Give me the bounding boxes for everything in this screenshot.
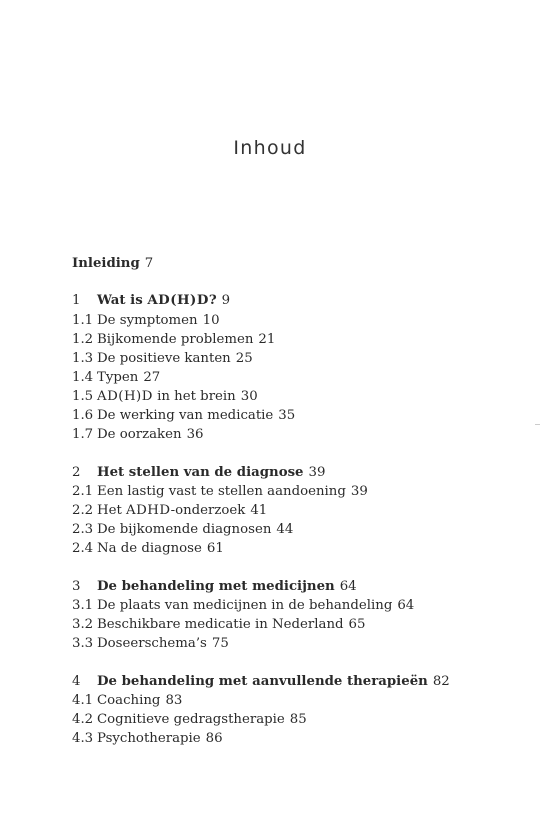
section-number: 4.2 [72, 712, 94, 727]
toc-section-1-6 [72, 408, 295, 424]
section-title: Coaching [97, 693, 161, 708]
chapter-number: 1 [72, 293, 81, 308]
toc-section-3-2 [72, 617, 365, 633]
toc-page-number: 39 [308, 465, 326, 480]
section-number: 3.2 [72, 617, 94, 632]
section-number: 1.6 [72, 408, 94, 423]
section-number: 2.2 [72, 503, 94, 518]
section-title: Beschikbare medicatie in Nederland [97, 617, 344, 632]
section-title: -onderzoek [170, 503, 246, 518]
toc-page-number: 75 [211, 636, 229, 651]
section-title: De plaats van medicijnen in de behandeling [97, 598, 393, 613]
toc-page-number: 35 [278, 408, 296, 423]
section-title: Psychotherapie [97, 731, 201, 746]
section-title: De oorzaken [97, 427, 182, 442]
section-number: 1.2 [72, 332, 94, 347]
toc-section-1-5 [72, 389, 258, 405]
chapter-title: Het stellen van de diagnose [97, 465, 304, 480]
section-title: Bijkomende problemen [97, 332, 254, 347]
section-number: 1.1 [72, 313, 94, 328]
section-number: 3.3 [72, 636, 94, 651]
chapter-title: De behandeling met aanvullende therapieën [97, 674, 428, 689]
page-edge-mark [535, 424, 540, 425]
page-title: Inhoud [233, 137, 307, 159]
toc-page-number: 36 [186, 427, 204, 442]
section-title: De positieve kanten [97, 351, 231, 366]
toc-section-1-4 [72, 370, 160, 386]
section-title: De bijkomende diagnosen [97, 522, 272, 537]
toc-chapter-1 [72, 293, 230, 309]
section-title: Doseerschema’s [97, 636, 207, 651]
toc-section-1-7 [72, 427, 203, 443]
toc-section-2-4 [72, 541, 224, 557]
toc-page-number: 85 [289, 712, 307, 727]
section-acronym: AD(H)D [97, 389, 153, 404]
toc-section-4-1 [72, 693, 182, 709]
toc-section-1-1 [72, 313, 220, 329]
toc-page-number: 65 [348, 617, 366, 632]
section-number: 1.4 [72, 370, 94, 385]
section-title: De werking van medicatie [97, 408, 274, 423]
chapter-title: Wat is AD(H)D? [97, 293, 217, 308]
section-number: 3.1 [72, 598, 94, 613]
toc-section-1-2 [72, 332, 275, 348]
toc-page-number: 10 [202, 313, 220, 328]
toc-section-4-3 [72, 731, 223, 747]
section-title: Een lastig vast te stellen aandoening [97, 484, 346, 499]
toc-section-3-1 [72, 598, 414, 614]
toc-chapter-2 [72, 465, 325, 481]
toc-chapter-3 [72, 579, 357, 595]
toc-section-3-3 [72, 636, 229, 652]
toc-page-number: 9 [221, 293, 231, 308]
toc-page-number: 30 [240, 389, 258, 404]
toc-page-number: 27 [143, 370, 161, 385]
toc-section-4-2 [72, 712, 307, 728]
toc-intro [72, 256, 153, 272]
toc-page-number: 39 [350, 484, 368, 499]
section-title: Cognitieve gedragstherapie [97, 712, 285, 727]
section-number: 4.3 [72, 731, 94, 746]
toc-page-number: 86 [205, 731, 223, 746]
toc-page-number: 21 [258, 332, 276, 347]
section-acronym: ADHD [126, 503, 171, 518]
chapter-title: De behandeling met medicijnen [97, 579, 335, 594]
section-number: 2.4 [72, 541, 94, 556]
section-title: Typen [97, 370, 139, 385]
toc-page-number: 7 [144, 256, 154, 271]
toc-page-number: 64 [397, 598, 415, 613]
section-number: 2.1 [72, 484, 94, 499]
section-title: Na de diagnose [97, 541, 202, 556]
section-title-prefix: Het [97, 503, 127, 518]
toc-section-1-3 [72, 351, 253, 367]
chapter-number: 4 [72, 674, 81, 689]
section-number: 1.5 [72, 389, 94, 404]
toc-page-number: 61 [206, 541, 224, 556]
toc-section-2-2 [72, 503, 267, 519]
chapter-number: 2 [72, 465, 81, 480]
toc-page-number: 25 [235, 351, 253, 366]
section-number: 2.3 [72, 522, 94, 537]
toc-page-number: 64 [339, 579, 357, 594]
toc-page-number: 83 [165, 693, 183, 708]
section-title: in het brein [152, 389, 236, 404]
chapter-number: 3 [72, 579, 81, 594]
toc-chapter-4 [72, 674, 450, 690]
toc-section-2-3 [72, 522, 293, 538]
section-number: 1.7 [72, 427, 94, 442]
section-title: De symptomen [97, 313, 198, 328]
toc-page-number: 41 [250, 503, 268, 518]
toc-page-number: 82 [432, 674, 450, 689]
toc-section-2-1 [72, 484, 368, 500]
toc-page-number: 44 [276, 522, 294, 537]
section-number: 4.1 [72, 693, 94, 708]
section-number: 1.3 [72, 351, 94, 366]
toc-intro-label: Inleiding [72, 256, 140, 271]
